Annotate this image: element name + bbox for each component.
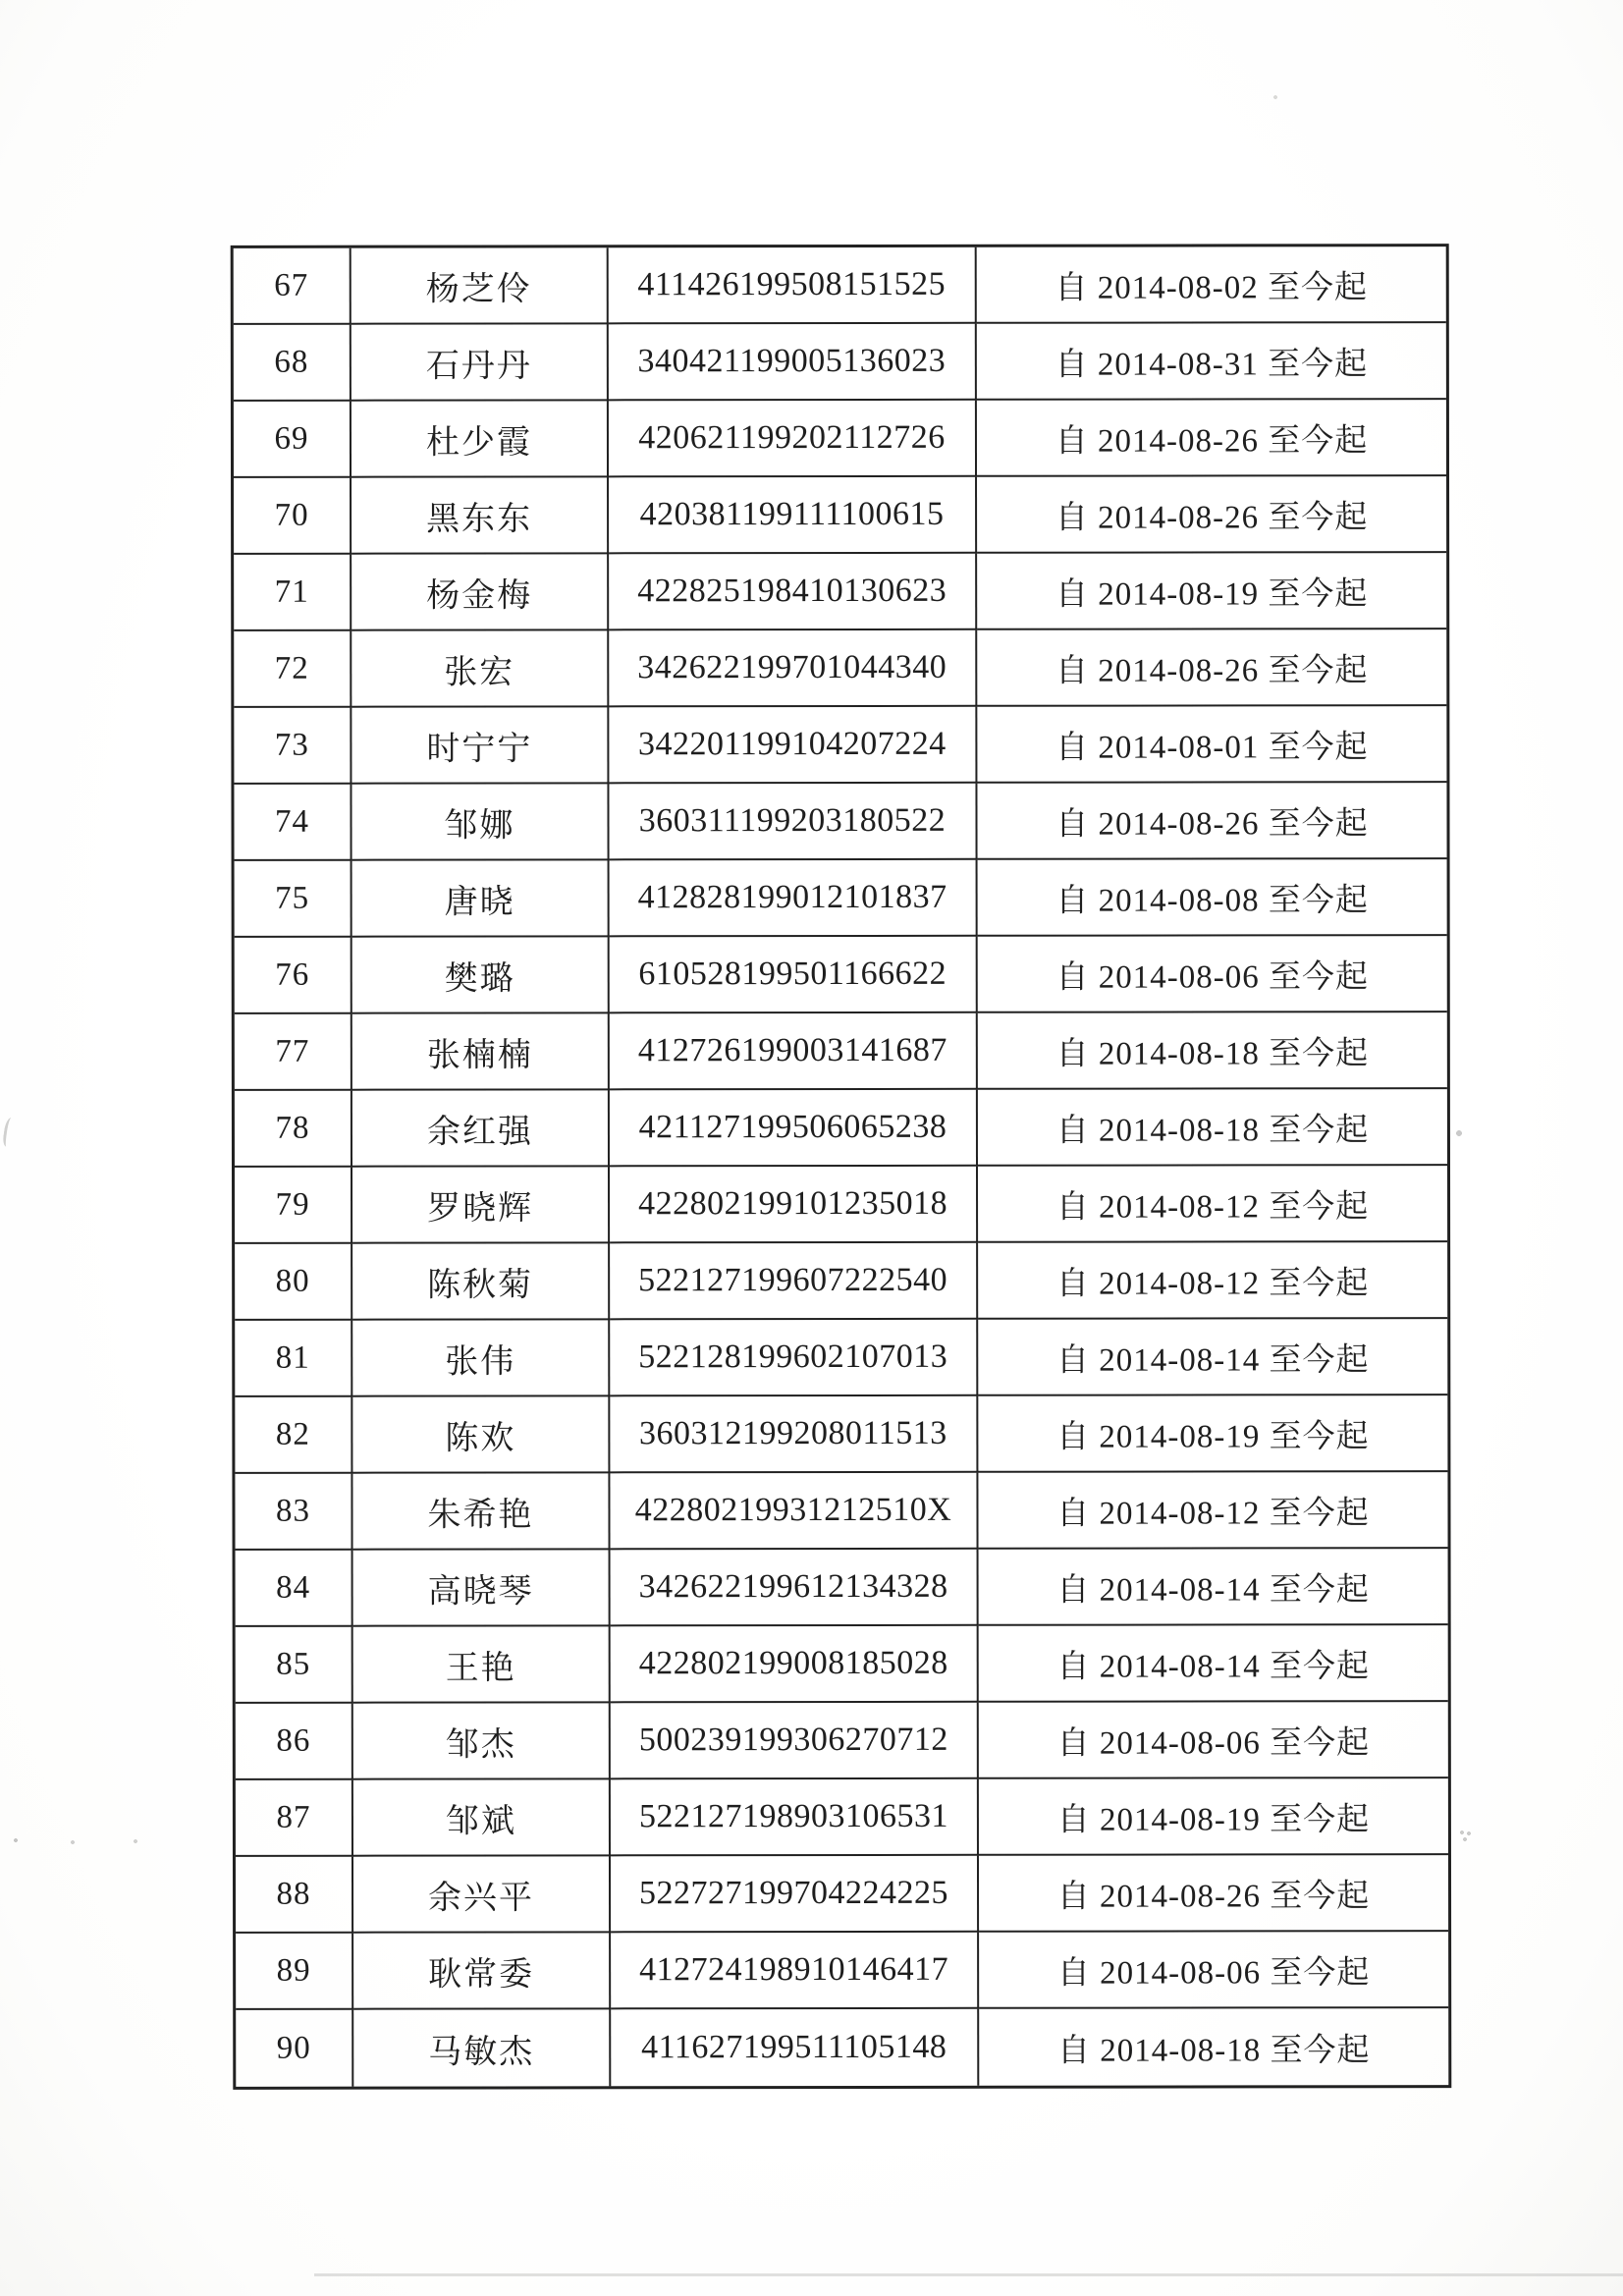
row-number-cell: 69 [234, 402, 352, 478]
table-row [234, 629, 1446, 708]
row-number-cell: 77 [235, 1014, 352, 1091]
table-row [234, 783, 1446, 861]
date-range-cell: 自 2014-08-18 至今起 [978, 1012, 1447, 1090]
date-range-cell: 自 2014-08-18 至今起 [1056, 2032, 1371, 2069]
date-range-cell: 自 2014-08-18 至今起 [978, 1089, 1447, 1167]
row-number-cell: 67 [234, 248, 352, 325]
date-range-cell: 自 2014-08-26 至今起 [977, 476, 1446, 554]
id-number-cell: 421127199506065238 [610, 1090, 978, 1168]
row-number-cell: 82 [235, 1397, 352, 1474]
date-range-cell: 自 2014-08-19 至今起 [978, 1395, 1447, 1473]
id-number-cell: 412724198910146417 [611, 1933, 979, 2010]
person-name-cell: 陈欢 [352, 1396, 610, 1473]
row-number-cell: 81 [235, 1321, 352, 1397]
person-name-cell: 樊璐 [352, 937, 610, 1013]
date-range-cell: 自 2014-08-12 至今起 [978, 1242, 1447, 1320]
id-number-cell: 411627199511105148 [611, 2009, 979, 2087]
date-range-cell: 自 2014-08-06 至今起 [979, 1702, 1448, 1779]
person-name-cell: 张宏 [352, 630, 609, 707]
id-number-cell: 522127198903106531 [611, 1779, 979, 1857]
table-row [235, 1472, 1447, 1551]
person-name-cell: 张伟 [352, 1320, 610, 1396]
table-row [234, 246, 1446, 325]
table-row [236, 2008, 1448, 2087]
date-range-cell: 自 2014-08-19 至今起 [979, 1778, 1448, 1856]
person-name-cell: 杨金梅 [352, 554, 609, 630]
person-name-cell: 张楠楠 [352, 1013, 610, 1090]
id-number-cell: 411426199508151525 [609, 247, 977, 325]
row-number-cell: 89 [236, 1934, 353, 2010]
row-number-cell: 74 [234, 785, 352, 861]
row-number-cell: 90 [236, 2010, 353, 2087]
date-range-cell: 自 2014-08-26 至今起 [977, 783, 1446, 860]
person-name-cell: 余红强 [352, 1090, 610, 1167]
person-name-cell: 杜少霞 [352, 401, 609, 477]
id-number-cell: 420381199111100615 [609, 477, 977, 555]
id-number-cell: 500239199306270712 [611, 1703, 979, 1780]
row-number-cell: 71 [234, 555, 352, 631]
date-range-cell: 自 2014-08-12 至今起 [978, 1166, 1447, 1243]
row-number-cell: 88 [236, 1857, 353, 1934]
person-name-cell: 朱希艳 [352, 1473, 610, 1550]
date-range-cell: 自 2014-08-06 至今起 [979, 1932, 1448, 2009]
row-number-cell: 78 [235, 1091, 352, 1168]
scan-artifact-right-speck [1455, 1127, 1464, 1139]
date-range-cell: 自 2014-08-14 至今起 [978, 1319, 1447, 1396]
id-number-cell: 342622199701044340 [609, 630, 977, 708]
row-number-cell: 85 [236, 1627, 353, 1704]
table-row [236, 1702, 1448, 1780]
scan-artifact-left-squiggle [2, 1117, 17, 1147]
id-number-cell: 360311199203180522 [609, 784, 977, 861]
scan-artifact-top-speck [1272, 94, 1278, 100]
person-name-cell: 邹杰 [353, 1703, 611, 1779]
date-range-cell: 自 2014-08-14 至今起 [979, 1549, 1448, 1626]
date-range-cell: 自 2014-08-31 至今起 [977, 323, 1446, 401]
table-row [236, 1549, 1448, 1627]
person-name-cell: 陈秋菊 [352, 1243, 610, 1320]
table-row [235, 1166, 1447, 1244]
table-row [236, 1778, 1448, 1857]
table-row [235, 1012, 1447, 1091]
id-number-cell: 522128199602107013 [610, 1320, 978, 1397]
table-row [234, 553, 1446, 631]
row-number-cell: 80 [235, 1244, 352, 1321]
person-name-cell: 高晓琴 [353, 1550, 611, 1626]
person-name-cell: 邹娜 [352, 784, 609, 860]
row-number-cell: 83 [235, 1474, 352, 1551]
id-number-cell: 412828199012101837 [610, 860, 978, 938]
scan-artifact-right-speck [1459, 1829, 1473, 1842]
date-range-cell: 自 2014-08-12 至今起 [978, 1472, 1447, 1550]
table-row [235, 1242, 1447, 1321]
person-name-cell: 王艳 [353, 1626, 611, 1703]
person-name-cell: 罗晓辉 [352, 1167, 610, 1243]
person-name-cell: 石丹丹 [352, 324, 609, 401]
person-name-cell: 邹斌 [353, 1779, 611, 1856]
row-number-cell: 72 [234, 631, 352, 708]
person-name-cell: 余兴平 [353, 1856, 611, 1933]
id-number-cell: 412726199003141687 [610, 1013, 978, 1091]
row-number-cell: 84 [236, 1551, 353, 1627]
table-row [236, 1625, 1448, 1704]
table-row [234, 476, 1446, 555]
table-row [235, 1395, 1447, 1474]
table-row [236, 1855, 1448, 1934]
id-number-cell: 342201199104207224 [609, 707, 977, 785]
table-row [235, 936, 1447, 1014]
table-row [234, 706, 1446, 785]
scan-artifact-bottom-line [314, 2273, 1623, 2276]
id-number-cell: 422802199101235018 [610, 1167, 978, 1244]
id-number-cell: 422802199008185028 [611, 1626, 979, 1704]
date-range-cell: 自 2014-08-08 至今起 [978, 859, 1447, 937]
date-range-cell: 自 2014-08-06 至今起 [978, 936, 1447, 1013]
date-range-cell: 自 2014-08-14 至今起 [979, 1625, 1448, 1703]
table-row [235, 1319, 1447, 1397]
table-row [235, 1089, 1447, 1168]
id-number-cell: 522727199704224225 [611, 1856, 979, 1934]
person-name-cell: 时宁宁 [352, 707, 609, 784]
person-name-cell: 黑东东 [352, 477, 609, 554]
date-range-cell: 自 2014-08-02 至今起 [977, 246, 1446, 324]
date-range-cell: 自 2014-08-01 至今起 [977, 706, 1446, 784]
id-number-cell: 420621199202112726 [609, 401, 977, 478]
row-number-cell: 87 [236, 1780, 353, 1857]
row-number-cell: 68 [234, 325, 352, 402]
person-name-cell: 耿常委 [353, 1933, 611, 2009]
id-number-cell: 342622199612134328 [611, 1550, 979, 1627]
row-number-cell: 86 [236, 1704, 353, 1780]
row-number-cell: 75 [235, 861, 352, 938]
date-range-cell: 自 2014-08-26 至今起 [977, 629, 1446, 707]
id-number-cell: 422825198410130623 [609, 554, 977, 631]
date-range-cell: 自 2014-08-26 至今起 [979, 1855, 1448, 1933]
row-number-cell: 76 [235, 938, 352, 1014]
row-number-cell: 73 [234, 708, 352, 785]
person-name-cell: 杨芝伶 [352, 247, 609, 324]
id-number-cell: 42280219931212510X [610, 1473, 978, 1551]
scan-artifact-left-dots [10, 1834, 157, 1846]
id-number-cell: 522127199607222540 [610, 1243, 978, 1321]
id-number-cell: 340421199005136023 [609, 324, 977, 402]
id-number-cell: 360312199208011513 [610, 1396, 978, 1474]
table-row [234, 400, 1446, 478]
table-row [235, 859, 1447, 938]
person-name-cell: 唐晓 [352, 860, 610, 937]
row-number-cell: 70 [234, 478, 352, 555]
row-number-cell: 79 [235, 1168, 352, 1244]
date-range-cell: 自 2014-08-26 至今起 [977, 400, 1446, 477]
id-number-cell: 610528199501166622 [610, 937, 978, 1014]
table-row [236, 1932, 1448, 2010]
table-row [234, 323, 1446, 402]
person-name-cell: 马敏杰 [353, 2009, 611, 2086]
roster-table [231, 244, 1452, 2090]
date-range-cell: 自 2014-08-19 至今起 [977, 553, 1446, 630]
